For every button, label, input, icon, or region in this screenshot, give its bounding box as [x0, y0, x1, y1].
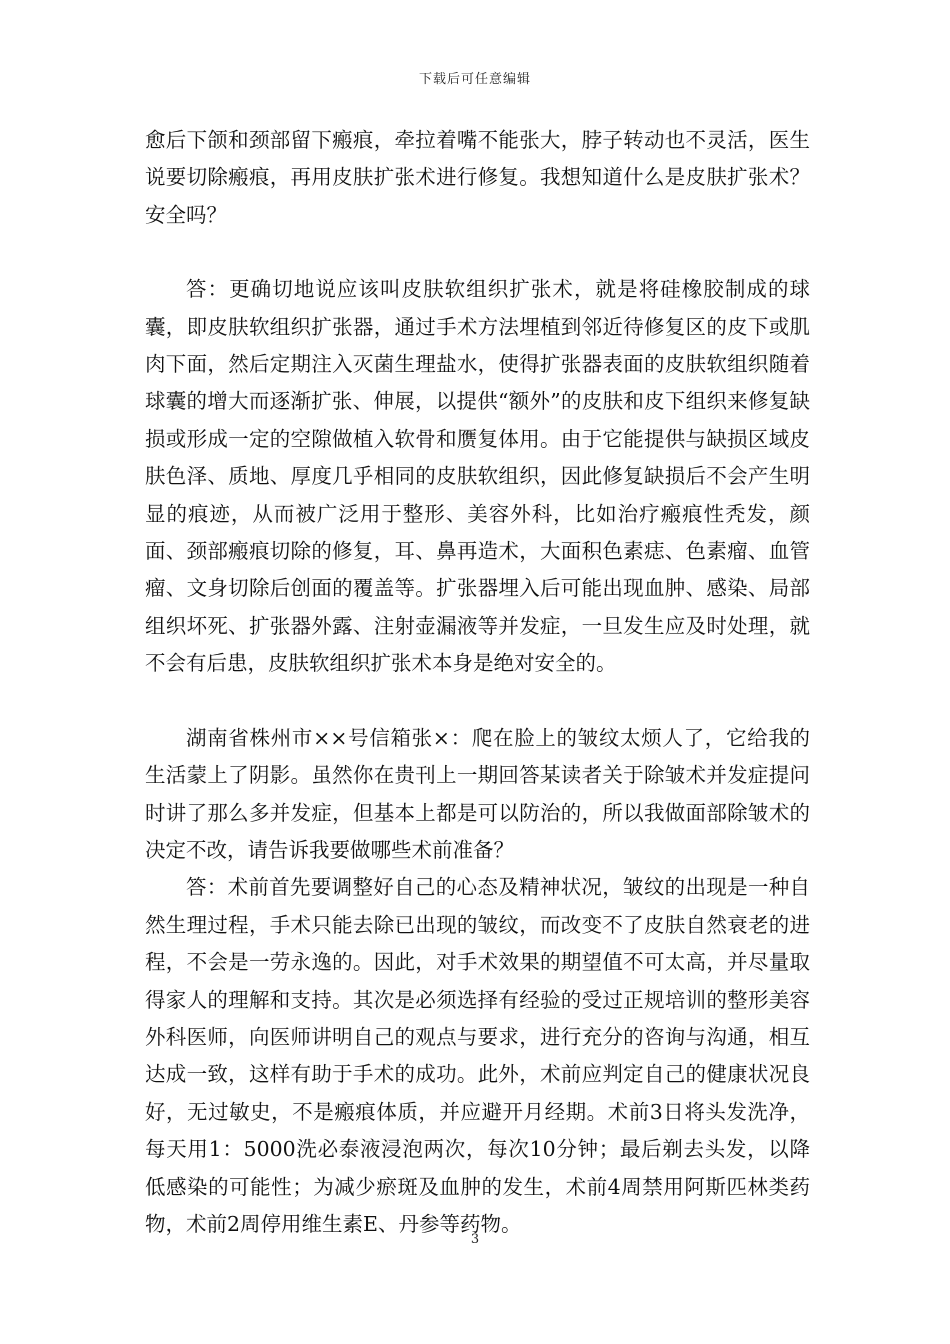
paragraph-question-1-continued: 愈后下颌和颈部留下瘢痕，牵拉着嘴不能张大，脖子转动也不灵活，医生说要切除瘢痕，再用皮肤扩张术进行修复。我想知道什么是皮肤扩张术？安全吗？ [145, 128, 810, 227]
document-body [145, 122, 810, 1243]
paragraph-answer-2: 答：术前首先要调整好自己的心态及精神状况，皱纹的出现是一种自然生理过程，手术只能去除已出现的皱纹，而改变不了皮肤自然衰老的进程，不会是一劳永逸的。因此，对手术效果的期望值不可太高，并尽量取得家人的理解和支持。其次是必须选择有经验的受过正规培训的整形美容外科医师，向医师讲明自己的观点与要求，进行充分的咨询与沟通，相互达成一致，这样有助于手术的成功。此外，术前应判定自己的健康状况良好，无过敏史，不是瘢痕体质，并应避开月经期。术前3日将头发洗净，每天用1：5000洗必泰液浸泡两次，每次10分钟；最后剃去头发，以降低感染的可能性；为减少瘀斑及血肿的发生，术前4周禁用阿斯匹林类药物，术前2周停用维生素E、丹参等药物。 [145, 875, 810, 1236]
paragraph-answer-1: 答：更确切地说应该叫皮肤软组织扩张术，就是将硅橡胶制成的球囊，即皮肤软组织扩张器，通过手术方法埋植到邻近待修复区的皮下或肌肉下面，然后定期注入灭菌生理盐水，使得扩张器表面的皮肤软组织随着球囊的增大而逐渐扩张、伸展，以提供“额外”的皮肤和皮下组织来修复缺损或形成一定的空隙做植入软骨和赝复体用。由于它能提供与缺损区域皮肤色泽、质地、厚度几乎相同的皮肤软组织，因此修复缺损后不会产生明显的痕迹，从而被广泛用于整形、美容外科，比如治疗瘢痕性秃发，颜面、颈部瘢痕切除的修复，耳、鼻再造术，大面积色素痣、色素瘤、血管瘤、文身切除后创面的覆盖等。扩张器埋入后可能出现血肿、感染、局部组织坏死、扩张器外露、注射壶漏液等并发症，一旦发生应及时处理，就不会有后患，皮肤软组织扩张术本身是绝对安全的。 [145, 277, 810, 676]
page-header: 下载后可任意编辑 [418, 72, 531, 87]
paragraph-question-2: 湖南省株州市××号信箱张×：爬在脸上的皱纹太烦人了，它给我的生活蒙上了阴影。虽然你在贵刊上一期回答某读者关于除皱术并发症提问时讲了那么多并发症，但基本上都是可以防治的，所以我做面部除皱术的决定不改，请告诉我要做哪些术前准备？ [145, 725, 810, 862]
page-number: 3 [470, 1232, 480, 1247]
